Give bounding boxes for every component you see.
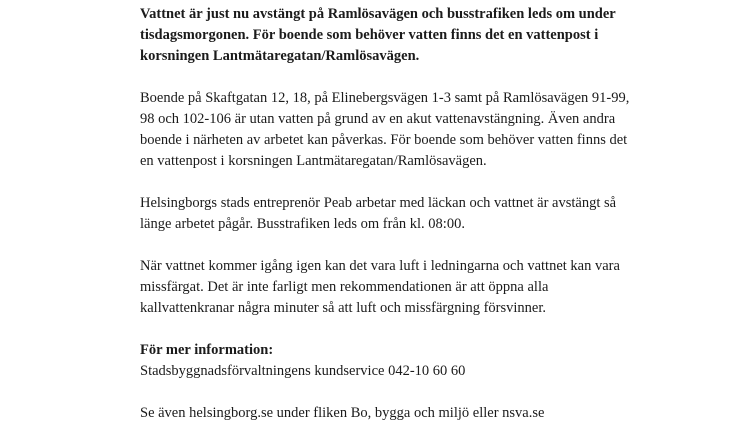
paragraph-water-advice: När vattnet kommer igång igen kan det vara luft i ledningarna och vattnet kan vara missfärgat. Det är inte farligt men rekommendationen är att öppna alla kallvattenkranar några minuter så att luft och missfärgning försvinner. xyxy=(140,258,620,317)
footer-see-also-line: Se även helsingborg.se under fliken Bo, bygga och miljö eller nsva.se xyxy=(140,405,545,422)
info-block xyxy=(140,340,630,382)
info-contact-line: Stadsbyggnadsförvaltningens kundservice 042-10 60 60 xyxy=(140,363,466,380)
info-heading: För mer information: xyxy=(140,342,274,359)
paragraph-affected-addresses: Boende på Skaftgatan 12, 18, på Elinebergsvägen 1-3 samt på Ramlösavägen 91-99, 98 och 102-106 är utan vatten på grund av en akut vattenavstängning. Även andra boende i närheten av arbetet kan påverkas. För boende som behöver vatten finns det en vattenpost i korsningen Lantmätaregatan/Ramlösavägen. xyxy=(140,90,630,170)
lead-paragraph: Vattnet är just nu avstängt på Ramlösavägen och busstrafiken leds om under tisdagsmorgonen. För boende som behöver vatten finns det en vattenpost i korsningen Lantmätaregatan/Ramlösavägen. xyxy=(140,6,616,65)
press-release-body xyxy=(140,4,630,424)
paragraph-contractor: Helsingborgs stads entreprenör Peab arbetar med läckan och vattnet är avstängt så länge arbetet pågår. Busstrafiken leds om från kl. 08:00. xyxy=(140,195,617,233)
